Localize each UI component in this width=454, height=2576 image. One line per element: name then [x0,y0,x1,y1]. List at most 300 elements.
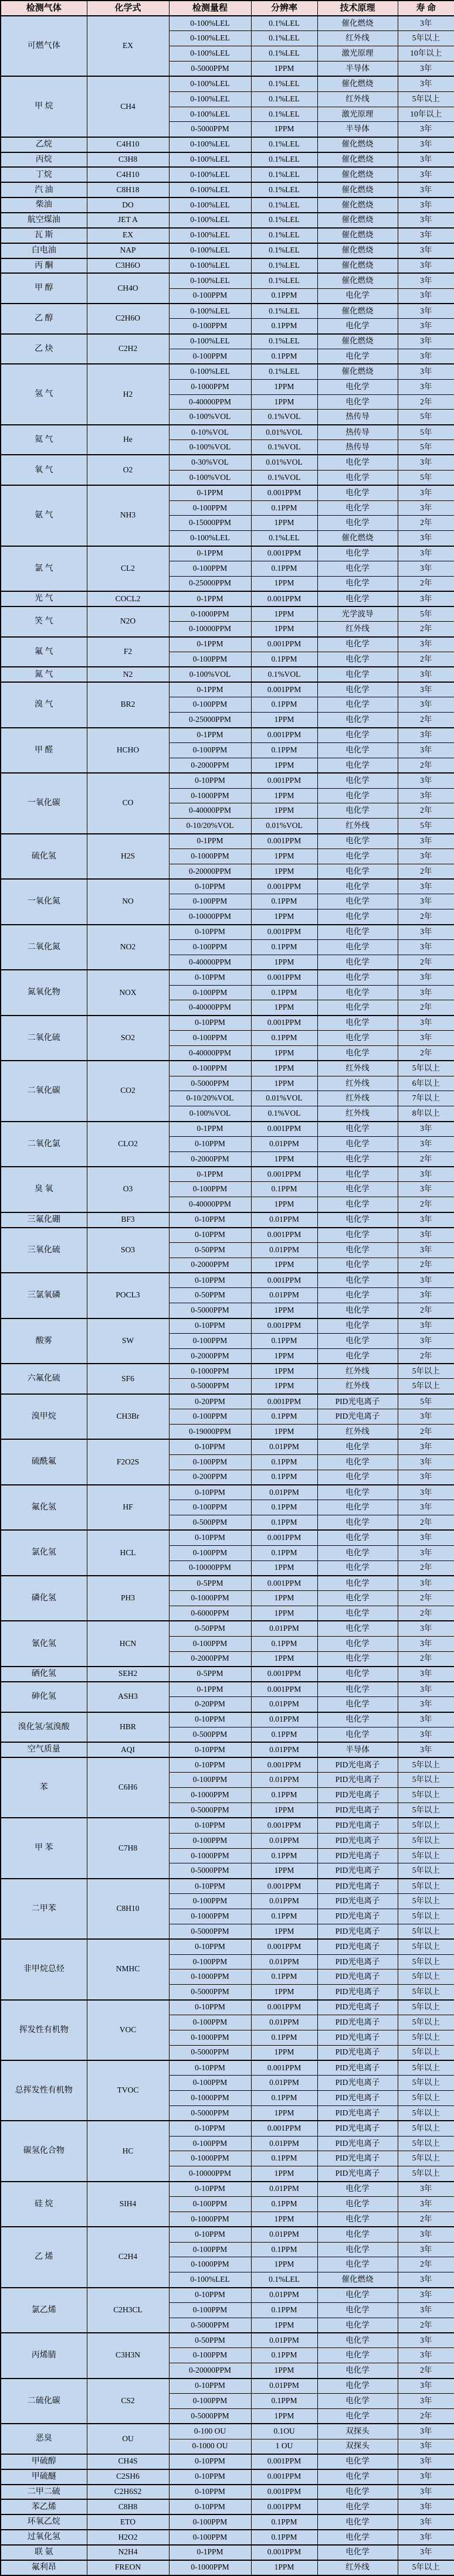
principle-cell: 电化学 [317,2393,398,2408]
principle-cell: 电化学 [317,1712,398,1727]
range-cell: 0-100PPM [169,2015,251,2030]
gas-name-cell: 硫化氢 [1,834,87,880]
range-cell: 0-100PPM [169,2302,251,2318]
resolution-cell: 1PPM [251,1606,317,1621]
resolution-cell: 0.01PPM [251,1712,317,1727]
resolution-cell: 0.001PPM [251,546,317,561]
range-cell: 0-20000PPM [169,864,251,879]
resolution-cell: 1PPM [251,1424,317,1439]
principle-cell: 电化学 [317,1122,398,1137]
resolution-cell: 0.001PPM [251,728,317,743]
lifespan-cell: 2年 [398,652,454,667]
principle-cell: 双探头 [317,2439,398,2454]
resolution-cell: 0.1PPM [251,1727,317,1742]
range-cell: 0-2000PPM [169,1651,251,1667]
resolution-cell: 0.001PPM [251,1667,317,1682]
range-cell: 0-100%LEL [169,107,251,122]
table-row [1,2560,454,2575]
table-row [1,925,454,940]
lifespan-cell: 3年 [398,137,454,152]
principle-cell: 电化学 [317,970,398,985]
lifespan-cell: 3年 [398,1333,454,1348]
gas-name-cell: 氮 气 [1,667,87,682]
principle-cell: 电化学 [317,2454,398,2469]
resolution-cell: 0.1%LEL [251,137,317,152]
principle-cell: 电化学 [317,1000,398,1016]
formula-cell: PH3 [87,1576,169,1621]
resolution-cell: 1PPM [251,1364,317,1379]
range-cell: 0-100PPM [169,1333,251,1348]
table-row [1,1167,454,1182]
formula-cell: OU [87,2424,169,2454]
range-cell: 0-1000PPM [169,849,251,864]
table-row [1,213,454,228]
gas-name-cell: 六氟化硫 [1,1364,87,1394]
resolution-cell: 1PPM [251,2166,317,2182]
range-cell: 0-1000PPM [169,606,251,622]
resolution-cell: 0.01PPM [251,1621,317,1636]
lifespan-cell: 2年 [398,2212,454,2227]
principle-cell: 电化学 [317,1500,398,1515]
resolution-cell: 0.1%VOL [251,470,317,485]
lifespan-cell: 2年 [398,1348,454,1364]
principle-cell: 电化学 [317,985,398,1000]
lifespan-cell: 2年 [398,1606,454,1621]
table-row [1,2530,454,2545]
principle-cell: 催化燃烧 [317,16,398,31]
resolution-cell: 0.1PPM [251,1031,317,1046]
range-cell: 0-100PPM [169,1833,251,1848]
lifespan-cell: 2年 [398,622,454,637]
principle-cell: 电化学 [317,1318,398,1334]
principle-cell: 电化学 [317,1606,398,1621]
principle-cell: 电化学 [317,1560,398,1576]
resolution-cell: 1PPM [251,516,317,531]
principle-cell: PID光电离子 [317,1788,398,1803]
lifespan-cell: 3年 [398,213,454,228]
resolution-cell: 0.01PPM [251,2333,317,2348]
resolution-cell: 0.001PPM [251,2060,317,2076]
lifespan-cell: 3年 [398,1545,454,1560]
lifespan-cell: 2年 [398,1045,454,1061]
resolution-cell: 0.1%LEL [251,91,317,107]
gas-name-cell: 可燃气体 [1,16,87,76]
gas-name-cell: 汽 油 [1,182,87,197]
gas-name-cell: 甲硫醚 [1,2469,87,2485]
lifespan-cell: 5年以上 [398,1985,454,2000]
range-cell: 0-10000PPM [169,1560,251,1576]
resolution-cell: 1PPM [251,909,317,925]
range-cell: 0-100%VOL [169,470,251,485]
lifespan-cell: 2年 [398,2318,454,2333]
resolution-cell: 0.1%LEL [251,304,317,319]
resolution-cell: 0.1PPM [251,1454,317,1470]
formula-cell: H2S [87,834,169,880]
lifespan-cell: 5年以上 [398,91,454,107]
resolution-cell: 0.01PPM [251,1136,317,1151]
principle-cell: PID光电离子 [317,1894,398,1909]
principle-cell: 半导体 [317,1742,398,1757]
resolution-cell: 0.1OU [251,2424,317,2439]
lifespan-cell: 5年以上 [398,2105,454,2121]
principle-cell: PID光电离子 [317,2000,398,2015]
range-cell: 0-100PPM [169,2530,251,2545]
principle-cell: 电化学 [317,516,398,531]
range-cell: 0-40000PPM [169,1000,251,1016]
resolution-cell: 1PPM [251,1591,317,1606]
range-cell: 0-25000PPM [169,576,251,591]
range-cell: 0-100PPM [169,2242,251,2257]
resolution-cell: 0.1PPM [251,2393,317,2408]
gas-name-cell: 联 氨 [1,2545,87,2560]
lifespan-cell: 5年以上 [398,1863,454,1879]
gas-name-cell: 氮氧化物 [1,970,87,1016]
resolution-cell: 1PPM [251,1061,317,1076]
resolution-cell: 1PPM [251,2560,317,2575]
resolution-cell: 0.01PPM [251,1894,317,1909]
lifespan-cell: 5年以上 [398,1894,454,1909]
range-cell: 0-100%LEL [169,2272,251,2288]
resolution-cell: 0.1PPM [251,2242,317,2257]
range-cell: 0-100%LEL [169,137,251,152]
principle-cell: 电化学 [317,743,398,758]
range-cell: 0-20000PPM [169,2363,251,2379]
resolution-cell: 0.1PPM [251,985,317,1000]
table-row [1,1742,454,1757]
resolution-cell: 0.01PPM [251,1833,317,1848]
principle-cell: 电化学 [317,682,398,697]
principle-cell: 电化学 [317,2288,398,2303]
principle-cell: 热传导 [317,440,398,455]
principle-cell: 电化学 [317,773,398,788]
resolution-cell: 1PPM [251,1863,317,1879]
lifespan-cell: 3年 [398,304,454,319]
resolution-cell: 0.1PPM [251,697,317,713]
principle-cell: 电化学 [317,1016,398,1031]
lifespan-cell: 3年 [398,1697,454,1712]
resolution-cell: 1PPM [251,713,317,728]
lifespan-cell: 3年 [398,546,454,561]
range-cell: 0-5PPM [169,1576,251,1591]
lifespan-cell: 3年 [398,1122,454,1137]
table-row [1,197,454,213]
resolution-cell: 0.01PPM [251,1742,317,1757]
principle-cell: 电化学 [317,1288,398,1303]
lifespan-cell: 5年以上 [398,1379,454,1394]
range-cell: 0-5000PPM [169,1924,251,1939]
principle-cell: PID光电离子 [317,1803,398,1818]
resolution-cell: 0.001PPM [251,1576,317,1591]
principle-cell: 电化学 [317,2242,398,2257]
principle-cell: 电化学 [317,2408,398,2424]
principle-cell: 催化燃烧 [317,213,398,228]
range-cell: 0-100%LEL [169,91,251,107]
principle-cell: PID光电离子 [317,1833,398,1848]
range-cell: 0-10PPM [169,2379,251,2394]
table-row [1,2060,454,2076]
gas-name-cell: 氰化氢 [1,1621,87,1667]
principle-cell: PID光电离子 [317,2045,398,2060]
principle-cell: 电化学 [317,1182,398,1197]
principle-cell: 电化学 [317,1454,398,1470]
resolution-cell: 0.001PPM [251,1757,317,1773]
formula-cell: C3H8 [87,152,169,168]
principle-cell: 电化学 [317,1636,398,1651]
lifespan-cell: 3年 [398,728,454,743]
gas-name-cell: 碳氢化合物 [1,2121,87,2181]
lifespan-cell: 3年 [398,637,454,652]
resolution-cell: 0.001PPM [251,2469,317,2485]
principle-cell: 电化学 [317,849,398,864]
principle-cell: PID光电离子 [317,1848,398,1863]
gas-name-cell: 丙 酮 [1,258,87,274]
principle-cell: 激光原理 [317,46,398,62]
formula-cell: C8H18 [87,182,169,197]
range-cell: 0-10PPM [169,1879,251,1894]
lifespan-cell: 5年以上 [398,1954,454,1970]
lifespan-cell: 3年 [398,849,454,864]
principle-cell: PID光电离子 [317,1409,398,1425]
principle-cell: 电化学 [317,394,398,410]
principle-cell: 电化学 [317,803,398,819]
gas-name-cell: 氟化氢 [1,1485,87,1531]
gas-name-cell: 氟 气 [1,637,87,667]
range-cell: 0-1PPM [169,834,251,849]
gas-name-cell: 甲 苯 [1,1818,87,1878]
range-cell: 0-100PPM [169,2197,251,2212]
principle-cell: 催化燃烧 [317,258,398,274]
range-cell: 0-500PPM [169,1727,251,1742]
range-cell: 0-10PPM [169,1818,251,1833]
range-cell: 0-5000PPM [169,2045,251,2060]
resolution-cell: 1PPM [251,1803,317,1818]
gas-name-cell: 总挥发性有机物 [1,2060,87,2121]
principle-cell: 电化学 [317,1697,398,1712]
range-cell: 0-1PPM [169,682,251,697]
lifespan-cell: 3年 [398,2272,454,2288]
principle-cell: 催化燃烧 [317,228,398,243]
principle-cell: 电化学 [317,1228,398,1243]
gas-name-cell: 二氧化碳 [1,1061,87,1121]
header-cell-principle: 技术原理 [317,1,398,16]
resolution-cell: 0.001PPM [251,1394,317,1409]
principle-cell: 双探头 [317,2424,398,2439]
lifespan-cell: 3年 [398,1439,454,1454]
resolution-cell: 0.001PPM [251,2499,317,2514]
lifespan-cell: 3年 [398,591,454,606]
principle-cell: PID光电离子 [317,2136,398,2151]
resolution-cell: 1PPM [251,1258,317,1273]
lifespan-cell: 3年 [398,561,454,576]
lifespan-cell: 3年 [398,1409,454,1425]
range-cell: 0-100%LEL [169,304,251,319]
range-cell: 0-2000PPM [169,1151,251,1167]
range-cell: 0-100PPM [169,1182,251,1197]
table-row [1,970,454,985]
lifespan-cell: 5年以上 [398,2030,454,2045]
principle-cell: 电化学 [317,1197,398,1212]
formula-cell: C2H6O [87,304,169,334]
resolution-cell: 0.1PPM [251,1182,317,1197]
formula-cell: N2H4 [87,2545,169,2560]
lifespan-cell: 3年 [398,1242,454,1258]
lifespan-cell: 3年 [398,2227,454,2242]
range-cell: 0-40000PPM [169,1045,251,1061]
lifespan-cell: 3年 [398,1636,454,1651]
formula-cell: HBR [87,1712,169,1743]
lifespan-cell: 2年 [398,1258,454,1273]
resolution-cell: 0.1PPM [251,349,317,364]
principle-cell: PID光电离子 [317,1939,398,1954]
principle-cell: 电化学 [317,713,398,728]
principle-cell: 电化学 [317,1591,398,1606]
principle-cell: 半导体 [317,122,398,137]
lifespan-cell: 3年 [398,182,454,197]
formula-cell: HCL [87,1530,169,1576]
principle-cell: 电化学 [317,2197,398,2212]
lifespan-cell: 2年 [398,516,454,531]
formula-cell: F2O2S [87,1439,169,1485]
table-row [1,2545,454,2560]
range-cell: 0-100 OU [169,2424,251,2439]
formula-cell: CH4S [87,2454,169,2469]
formula-cell: CO [87,773,169,833]
lifespan-cell: 3年 [398,258,454,274]
table-row [1,182,454,197]
lifespan-cell: 3年 [398,1031,454,1046]
range-cell: 0-100PPM [169,1545,251,1560]
lifespan-cell: 5年以上 [398,1364,454,1379]
principle-cell: 激光原理 [317,107,398,122]
resolution-cell: 0.1PPM [251,1636,317,1651]
principle-cell: 光学波导 [317,606,398,622]
gas-name-cell: 航空煤油 [1,213,87,228]
lifespan-cell: 3年 [398,667,454,682]
table-row [1,1682,454,1697]
formula-cell: HF [87,1485,169,1531]
principle-cell: 电化学 [317,485,398,500]
gas-name-cell: 溴 气 [1,682,87,728]
table-row [1,152,454,168]
lifespan-cell: 3年 [398,349,454,364]
range-cell: 0-100%LEL [169,243,251,258]
formula-cell: H2 [87,364,169,424]
lifespan-cell: 3年 [398,743,454,758]
principle-cell: 电化学 [317,2545,398,2560]
lifespan-cell: 3年 [398,1742,454,1757]
range-cell: 0-100PPM [169,939,251,955]
range-cell: 0-15000PPM [169,516,251,531]
resolution-cell: 0.001PPM [251,1682,317,1697]
principle-cell: 电化学 [317,455,398,470]
resolution-cell: 0.1%LEL [251,334,317,349]
lifespan-cell: 5年以上 [398,2091,454,2106]
gas-name-cell: 二硫化碳 [1,2379,87,2424]
lifespan-cell: 3年 [398,2469,454,2485]
range-cell: 0-1000PPM [169,2151,251,2166]
lifespan-cell: 3年 [398,1228,454,1243]
range-cell: 0-1000PPM [169,2030,251,2045]
principle-cell: PID光电离子 [317,2091,398,2106]
resolution-cell: 0.1PPM [251,1333,317,1348]
gas-name-cell: 氟利昂 [1,2560,87,2575]
lifespan-cell: 3年 [398,2499,454,2514]
lifespan-cell: 3年 [398,773,454,788]
formula-cell: BF3 [87,1212,169,1228]
formula-cell: SF6 [87,1364,169,1394]
lifespan-cell: 5年以上 [398,2060,454,2076]
lifespan-cell: 3年 [398,1288,454,1303]
principle-cell: 电化学 [317,288,398,304]
formula-cell: EX [87,16,169,76]
table-row [1,304,454,319]
range-cell: 0-100PPM [169,2393,251,2408]
range-cell: 0-10PPM [169,1273,251,1288]
principle-cell: 电化学 [317,2499,398,2514]
principle-cell: PID光电离子 [317,2060,398,2076]
gas-name-cell: 环氧乙烷 [1,2514,87,2530]
lifespan-cell: 3年 [398,2197,454,2212]
lifespan-cell: 2年 [398,864,454,879]
principle-cell: 电化学 [317,2302,398,2318]
formula-cell: NOX [87,970,169,1016]
range-cell: 0-100%LEL [169,334,251,349]
resolution-cell: 1PPM [251,1045,317,1061]
resolution-cell: 0.1%VOL [251,1106,317,1122]
resolution-cell: 0.001PPM [251,1818,317,1833]
range-cell: 0-100PPM [169,1894,251,1909]
lifespan-cell: 2年 [398,1000,454,1016]
lifespan-cell: 5年以上 [398,2560,454,2575]
resolution-cell: 0.1%LEL [251,152,317,168]
range-cell: 0-200PPM [169,1470,251,1485]
gas-name-cell: 乙烷 [1,137,87,152]
resolution-cell: 1PPM [251,622,317,637]
lifespan-cell: 3年 [398,1712,454,1727]
lifespan-cell: 2年 [398,2257,454,2272]
lifespan-cell: 2年 [398,803,454,819]
table-row [1,1485,454,1500]
table-row [1,591,454,606]
principle-cell: 电化学 [317,2212,398,2227]
lifespan-cell: 3年 [398,1682,454,1697]
lifespan-cell: 3年 [398,1500,454,1515]
resolution-cell: 0.1PPM [251,939,317,955]
lifespan-cell: 3年 [398,1212,454,1228]
formula-cell: SEH2 [87,1667,169,1682]
range-cell: 0-5000PPM [169,1076,251,1091]
table-row [1,637,454,652]
lifespan-cell: 2年 [398,394,454,410]
resolution-cell: 1PPM [251,849,317,864]
principle-cell: PID光电离子 [317,1818,398,1833]
resolution-cell: 0.1PPM [251,743,317,758]
range-cell: 0-1PPM [169,485,251,500]
table-row [1,258,454,274]
range-cell: 0-10/20%VOL [169,819,251,834]
resolution-cell: 0.001PPM [251,682,317,697]
lifespan-cell: 3年 [398,273,454,288]
table-row [1,1318,454,1334]
resolution-cell: 0.01PPM [251,2288,317,2303]
resolution-cell: 0.1PPM [251,561,317,576]
lifespan-cell: 2年 [398,909,454,925]
principle-cell: 电化学 [317,1273,398,1288]
principle-cell: PID光电离子 [317,1970,398,1985]
gas-name-cell: 甲 烷 [1,76,87,137]
gas-name-cell: 氢 气 [1,364,87,424]
formula-cell: C2SH6 [87,2469,169,2485]
